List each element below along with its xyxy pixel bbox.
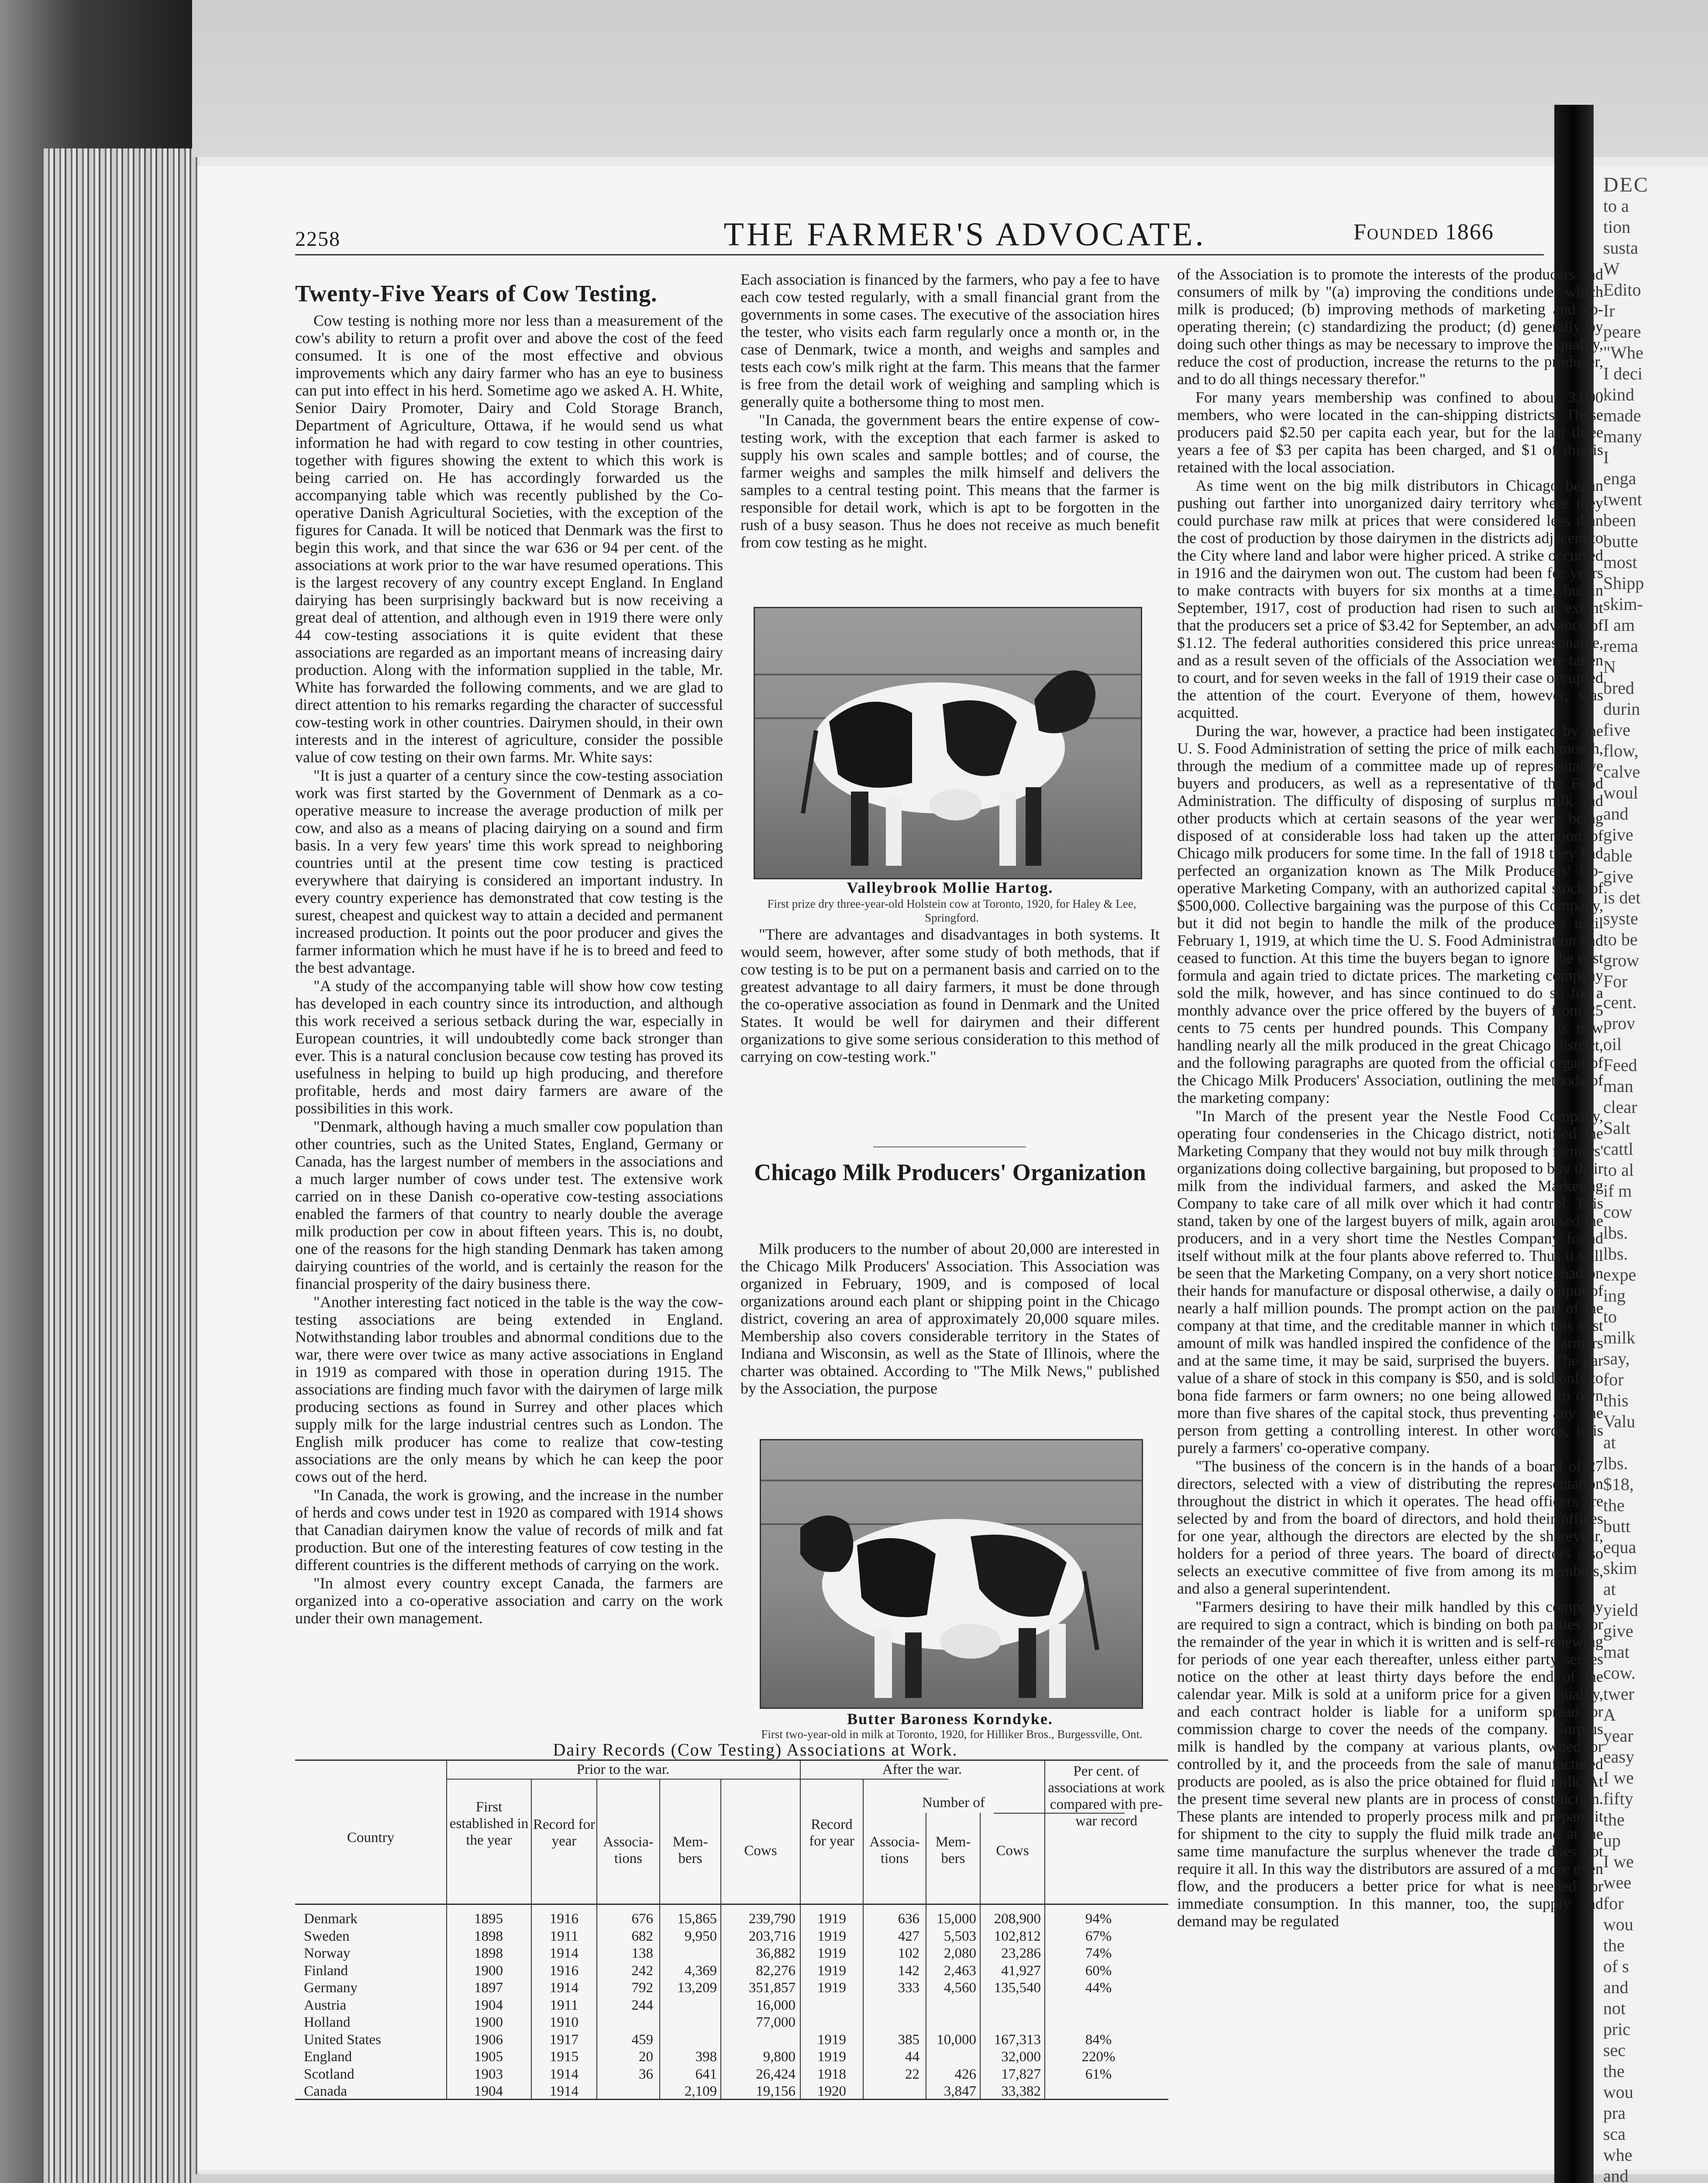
table-cell: 36,882 [756,1945,795,1961]
table-cell: 1900 [474,2014,503,2030]
table-cell: 1906 [474,2031,503,2048]
next-page-text-fragment: made [1603,406,1641,425]
table-cell: 13,209 [677,1980,717,1996]
table-cell: 82,276 [756,1963,795,1979]
next-page-text-fragment: skim- [1603,594,1643,614]
table-cell: 32,000 [1001,2049,1041,2065]
table-cell: 385 [898,2031,919,2048]
table-cell: 676 [631,1911,653,1927]
next-page-text-fragment: five [1603,720,1631,740]
table-cell: 1919 [817,1945,846,1961]
next-page-text-fragment: say, [1603,1349,1630,1368]
next-page-text-fragment: to al [1603,1160,1634,1180]
paragraph: "There are advantages and disadvantages in both systems. It would seem, however, after some study of both methods, that if cow testing is to be put on a permanent basis and carried on to the greatest advantage to all dairy farmers, it must be done through the co-operative association as found in Denmark and the United States. It would be well for dairymen and their different organizations to give some serious consideration to this method of carrying on cow-testing work." [740,926,1160,1065]
table-cell: 17,827 [1001,2066,1041,2082]
table-title: Dairy Records (Cow Testing) Associations at Work. [553,1740,958,1759]
table-cell: 2,463 [944,1963,976,1979]
table-cell: 1919 [817,2031,846,2048]
table-cell-country: Sweden [304,1928,350,1944]
table-group-header: Prior to the war. [576,1762,670,1777]
table-rule [1044,1759,1045,2100]
next-page-text-fragment: twent [1603,489,1642,509]
next-page-text-fragment: rema [1603,636,1638,656]
table-cell: 138 [631,1945,653,1961]
next-page-text-fragment: bred [1603,678,1635,698]
next-page-text-fragment: up [1603,1831,1621,1850]
paragraph: "In almost every country except Canada, the farmers are organized into a co-operative association and carry on the work under their own management. [295,1574,723,1627]
book-page-edges [44,148,201,2183]
next-page-text-fragment: A [1603,1705,1616,1725]
table-cell: 1897 [474,1980,503,1996]
paragraph: During the war, however, a practice had been instigated by the U. S. Food Administration of setting the price of milk each month, through the medium of a committee made up of representative buyers and producers, as well as a representative of the Food Administration. The difficulty of disposing of surplus milk and other products which at certain seasons of the year were being disposed of at considerable loss had taken up the attention of Chicago milk producers for some time. In the fall of 1918 they had perfected an organization known as The Milk Producers' Co-operative Marketing Company, with an authorized capital stock of $500,000. Collective bargaining was the purpose of this Company, but it did not begin to handle the milk of the producers until February 1, 1919, at which time the U. S. Food Administration had ceased to function. At this time the buyers began to ignore the cost formula and again tried to dictate prices. The marketing company sold the milk, however, and has since continued to do so for a monthly advance over the price offered by the buyers of from 25 cents to 75 cents per hundred pounds. This Company is now handling nearly all the milk produced in the great Chicago district, and the following paragraphs are quoted from the official organ of the Chicago Milk Producers' Association, outlining the methods of the marketing company: [1177,722,1603,1106]
paragraph: "The business of the concern is in the hands of a board of 27 directors, selected with a view of distributing the representation throughout the district in which it operates. The head officers are selected by and from the board of directors, and hold their offices for one year, although the directors are elected by the shareyear, holders for a period of three years. The board of directors also selects an executive committee of five from among its members, and also a general superintendent. [1177,1457,1603,1597]
next-page-text-fragment: W [1603,259,1620,279]
table-rule [295,1759,1168,1761]
article-title: Twenty-Five Years of Cow Testing. [295,280,658,306]
next-page-text-fragment: twer [1603,1684,1635,1704]
paragraph: "It is just a quarter of a century since the cow-testing association work was first started by the Government of Denmark as a co-operative measure to increase the average production of milk per cow, and also as a means of placing dairying on a sound and firm basis. In a very few years' time this work spread to neighboring countries until at the present time cow testing is practiced everywhere that dairying is considered an important industry. In every country experience has demonstrated that cow testing is the surest, cheapest and quickest way to attain a decided and permanent increased production. It points out the poor producer and gives the farmer information which he must have if he is to breed and feed to the best advantage. [295,767,723,976]
table-cell: 3,847 [944,2083,976,2099]
next-page-text-fragment: prov [1603,1013,1636,1033]
paragraph: Cow testing is nothing more nor less than a measurement of the cow's ability to return a profit over and above the cost of the feed consumed. It is one of the most effective and obvious improvements which any dairy farmer who has an eye to business can put into effect in his herd. Sometime ago we asked A. H. White, Senior Dairy Promoter, Dairy and Cold Storage Branch, Department of Agriculture, Ottawa, if he would send us what information he had with regard to cow testing in other countries, together with figures showing the extent to which this work is being carried on. He has accordingly forwarded us the accompanying table which was recently published by the Co-operative Danish Agricultural Societies, with the exception of the figures for Canada. It will be noticed that Denmark was the first to begin this work, and that since the war 636 or 94 per cent. of the associations at work prior to the war have resumed operations. This is the largest recovery of any country except England. In England dairying has been surprisingly backward but is now receiving a great deal of attention, and although even in 1919 there were only 44 cow-testing associations it is quite evident that these associations are regarded as an important means of increasing dairy production. Along with the information supplied in the table, Mr. White has forwarded the following comments, and we are glad to direct attention to his remarks regarding the character of successful cow-testing work in other countries. Dairymen should, in their own interests and in the interest of agriculture, consider the possible value of cow testing on their own farms. Mr. White says: [295,312,723,766]
column-middle-low [740,1240,1160,1441]
paragraph: "Denmark, although having a much smaller cow population than other countries, such as the United States, England, Germany or Canada, has the largest number of members in the associations and a much larger number of cows under test. The extensive work carried on in these Danish co-operative cow-testing associations enabled the farmers of that country to nearly double the average milk production per cow in about fifteen years. This is, no doubt, one of the reasons for the high standing Denmark has taken among dairying countries of the world, and is certainly the reason for the financial prosperity of the dairy business there. [295,1118,723,1292]
next-page-text-fragment: many [1603,427,1642,446]
next-page-text-fragment: not [1603,1998,1626,2018]
next-page-text-fragment: ing [1603,1286,1626,1305]
next-page-text-fragment: lbs. [1603,1453,1628,1473]
table-cell: 26,424 [756,2066,795,2082]
table-cell: 16,000 [756,1997,795,2013]
scan-background-bottom [192,2174,1708,2183]
next-page-text-fragment: tion [1603,217,1631,237]
next-page-text-fragment: I we [1603,1768,1634,1787]
table-cell-country: Austria [304,1997,347,2013]
next-page-text-fragment: wou [1603,1914,1633,1934]
table-cell: 1915 [550,2049,579,2065]
next-page-text-fragment: syste [1603,909,1638,928]
column-header: Cows [744,1843,777,1859]
table-cell: 1919 [817,1928,846,1944]
paragraph: "In Canada, the work is growing, and the increase in the number of herds and cows under test in 1920 as compared with 1914 shows that Canadian dairymen know the value of records of milk and fat production. But one of the interesting features of cow testing in the different countries is the different methods of carrying on the work. [295,1486,723,1574]
next-page-text-fragment: wee [1603,1873,1632,1892]
next-page-text-fragment: and [1603,1977,1629,1997]
column-header: First established in the year [449,1799,529,1848]
next-page-text-fragment: sec [1603,2040,1626,2060]
next-page-text-fragment: N [1603,657,1616,677]
table-cell: 77,000 [756,2014,795,2030]
table-cell: 60% [1085,1963,1112,1979]
table-cell: 1917 [550,2031,579,2048]
table-cell: 67% [1085,1928,1112,1944]
table-cell: 1895 [474,1911,503,1927]
table-cell: 167,313 [994,2031,1041,2048]
next-page-text-fragment: Salt [1603,1118,1631,1138]
table-cell: 94% [1085,1911,1112,1927]
table-cell-country: Finland [304,1963,348,1979]
next-page-text-fragment: yield [1603,1600,1638,1620]
table-rule [720,1779,721,2100]
table-cell-country: Canada [304,2083,347,2099]
table-cell: 398 [695,2049,717,2065]
next-page-text-fragment: most [1603,552,1637,572]
table-cell: 641 [695,2066,717,2082]
table-cell: 1914 [550,1945,579,1961]
table-cell: 220% [1081,2049,1116,2065]
next-page-text-fragment: durin [1603,699,1640,719]
table-cell: 1904 [474,2083,503,2099]
next-page-text-fragment: whe [1603,2145,1632,2165]
table-cell-country: Holland [304,2014,351,2030]
table-cell: 2,080 [944,1945,976,1961]
next-page-text-fragment: pric [1603,2019,1631,2039]
page-number: 2258 [295,227,341,251]
table-cell: 10,000 [937,2031,976,2048]
next-page-text-fragment: butt [1603,1516,1631,1536]
next-page-text-fragment: susta [1603,238,1638,258]
next-page-text-fragment: give [1603,867,1633,886]
paragraph: As time went on the big milk distributors in Chicago began pushing out farther into unorganized dairy territory where they could purchase raw milk at prices that were considered less than the cost of production by those dairymen in the districts adjacent to the City where land and labor were higher priced. A strike occurred in 1916 and the dairymen won out. The custom had been for years to make contracts with buyers for six months at a time, but in September, 1917, cost of production had risen to such an extent that the producers set a price of $3.42 for September, an advance of $1.12. The federal authorities considered this price unreasonable, and as a result seven of the officials of the Association were taken to court, and for seven weeks in the fall of 1919 their case occupied the attention of the court. Everyone of them, however, was acquitted. [1177,477,1603,721]
next-page-text-fragment: for [1603,1370,1624,1389]
table-cell: 142 [898,1963,919,1979]
table-cell: 636 [898,1911,919,1927]
table-cell-country: England [304,2049,352,2065]
next-page-text-fragment: give [1603,825,1633,844]
section-title: Chicago Milk Producers' Organization [754,1159,1146,1185]
next-page-text-fragment: I am [1603,615,1635,635]
next-page-text-fragment: the [1603,1935,1625,1955]
next-page-text-fragment: been [1603,510,1636,530]
table-cell: 84% [1085,2031,1112,2048]
table-cell: 102 [898,1945,919,1961]
table-rule [446,1779,948,1780]
next-page-text-fragment: for [1603,1894,1624,1913]
table-cell: 5,503 [944,1928,976,1944]
table-cell: 2,109 [684,2083,717,2099]
paragraph: For many years membership was confined to about 3,000 members, who were located in the can-shipping districts. These producers paid $2.50 per capita each year, but for the last three years a fee of $3 per capita has been charged, and $1 of this is retained with the local association. [1177,389,1603,476]
next-page-text-fragment: the [1603,2061,1625,2081]
table-cell: 239,790 [748,1911,795,1927]
next-page-text-fragment: at [1603,1432,1616,1452]
next-page-text-fragment: and [1603,804,1629,823]
cow-photo-2 [760,1439,1143,1709]
table-cell: 4,560 [944,1980,976,1996]
next-page-text-fragment: grow [1603,950,1639,970]
next-page-text-fragment: to [1603,1307,1617,1326]
table-cell: 208,900 [994,1911,1041,1927]
next-page-text-fragment: woul [1603,783,1638,802]
paragraph: "In March of the present year the Nestle Food Company, operating four condenseries in the Chicago district, notified the Marketing Company that they would not buy milk through farmers' organizations doing collective bargaining, but proposed to buy their milk from the individual farmers, and asked the Marketing Company to take care of all milk over which it had control. This stand, taken by one of the largest buyers of milk, again aroused the producers, and in a very short time the Nestles Company found itself without milk at the four plants above referred to. Thus it will be seen that the Marketing Company, on a very short notice, had on their hands for manufacture or disposal otherwise, a daily output of nearly a half million pounds. The prompt action on the part of the company at that time, and the creditable manner in which this vast amount of milk was handled inspired the confidence of the farmers and at the same time, it may be said, surprised the buyers. The par value of a share of stock in this company is $50, and is sold only to bona fide farmers or farm owners; no one being allowed to own more than five shares of the capital stock, thus preventing any one person from getting a controlling interest. In other words, it is purely a farmers' co-operative company. [1177,1107,1603,1456]
table-cell: 9,800 [763,2049,795,2065]
next-page-text-fragment: expe [1603,1265,1636,1284]
column-header: Cows [996,1843,1029,1859]
table-cell: 1898 [474,1945,503,1961]
table-cell: 427 [898,1928,919,1944]
table-cell: 1916 [550,1911,579,1927]
table-cell: 22 [905,2066,919,2082]
table-cell: 23,286 [1001,1945,1041,1961]
table-cell: 1911 [550,1997,579,2013]
next-page-text-fragment: able [1603,846,1632,865]
table-cell: 44 [905,2049,919,2065]
paragraph: Each association is financed by the farmers, who pay a fee to have each cow tested regularly, with a small financial grant from the governments in some cases. The executive of the association hires the tester, who visits each farm regularly once a month or, in the case of Denmark, twice a month, and weighs and samples and tests each cow's milk right at the farm. This means that the farmer is free from the detail work of weighing and sampling which is generally quite a bothersome thing to most men. [740,271,1160,410]
table-cell: 1898 [474,1928,503,1944]
table-rule [659,1779,660,2100]
table-cell: 33,382 [1001,2083,1041,2099]
table-rule [980,1813,981,2100]
next-page-text-fragment: Edito [1603,280,1641,300]
paragraph: "A study of the accompanying table will show how cow testing has developed in each country since its introduction, and although this work received a serious setback during the war, especially in European countries, it will undoubtedly come back stronger than ever. This is a natural conclusion because cow testing has proved its usefulness in helping to build up high producing, and therefore profitable, herds and most dairy farmers are aware of the possibilities in this work. [295,977,723,1117]
table-cell: 1919 [817,1963,846,1979]
photo-caption-text: First two-year-old in milk at Toronto, 1920, for Hilliker Bros., Burgessville, Ont. [761,1728,1143,1741]
table-rule [596,1779,597,2100]
next-page-text-fragment: mat [1603,1642,1629,1662]
next-page-fragment [1594,166,1708,2183]
next-page-text-fragment: year [1603,1726,1633,1746]
table-cell: 36 [639,2066,653,2082]
table-cell: 15,865 [677,1911,717,1927]
next-page-text-fragment: Feed [1603,1055,1637,1075]
next-page-text-fragment: enga [1603,468,1636,488]
table-cell: 351,857 [748,1980,795,1996]
table-cell: 1905 [474,2049,503,2065]
table-cell-country: Scotland [304,2066,355,2082]
table-cell: 1920 [817,2083,846,2099]
next-page-text-fragment: oil [1603,1034,1622,1054]
next-page-text-fragment: milk [1603,1328,1636,1347]
paragraph: Milk producers to the number of about 20,000 are interested in the Chicago Milk Producers' Association. This Association was organized in February, 1909, and is composed of local organizations around each plant or shipping point in the Chicago district, covering an area of approximately 20,000 square miles. Membership also covers considerable territory in the States of Indiana and Wisconsin, as well as the State of Illinois, where the charter was obtained. According to "The Milk News," published by the Association, the purpose [740,1240,1160,1397]
table-cell: 1916 [550,1963,579,1979]
table-cell: 459 [631,2031,653,2048]
column-middle-top [740,271,1160,607]
next-page-text-fragment: at [1603,1579,1616,1599]
column-header: Associa- tions [869,1834,920,1866]
table-cell: 4,369 [684,1963,717,1979]
table-rule [446,1759,447,2100]
next-page-text-fragment: lbs. [1603,1223,1628,1243]
table-cell: 1919 [817,1980,846,1996]
column-header: Record for year [809,1817,854,1849]
next-page-text-fragment: butte [1603,531,1638,551]
next-page-text-fragment: equa [1603,1537,1636,1557]
next-page-text-fragment: cent. [1603,992,1637,1012]
next-page-text-fragment: clear [1603,1097,1637,1117]
next-page-text-fragment: skim [1603,1558,1637,1578]
photo-caption-title: Butter Baroness Korndyke. [847,1710,1053,1728]
table-cell: 1914 [550,2083,579,2099]
next-page-text-fragment: sca [1603,2124,1626,2144]
table-cell: 333 [898,1980,919,1996]
next-page-text-fragment: and [1603,2166,1629,2183]
table-rule [531,1779,532,2100]
table-cell: 1904 [474,1997,503,2013]
next-page-text-fragment: pra [1603,2103,1626,2123]
column-header: Country [347,1830,395,1846]
next-page-text-fragment: lbs. [1603,1244,1628,1264]
dairy-records-table [295,1759,1168,2100]
next-page-text-fragment: Valu [1603,1412,1636,1431]
table-cell-country: Germany [304,1980,358,1996]
table-cell-country: Norway [304,1945,351,1961]
header-rule [295,254,1544,255]
column-header: Associa- tions [603,1834,654,1866]
table-cell: 9,950 [684,1928,717,1944]
table-cell: 682 [631,1928,653,1944]
table-cell-country: Denmark [304,1911,358,1927]
table-cell: 135,540 [994,1980,1041,1996]
table-cell: 19,156 [756,2083,795,2099]
next-page-text-fragment: cow [1603,1202,1632,1222]
photo-caption-title: Valleybrook Mollie Hartog. [847,879,1054,896]
next-page-text-fragment: "Whe [1603,343,1643,362]
founded-line: Founded 1866 [1353,220,1494,244]
next-page-text-fragment: Shipp [1603,573,1644,593]
next-page-text-fragment: this [1603,1391,1629,1410]
column-right [1177,265,1603,2130]
column-middle-mid [740,926,1160,1135]
next-page-text-fragment: I deci [1603,364,1643,383]
table-cell: 244 [631,1997,653,2013]
next-page-text-fragment: $18, [1603,1474,1634,1494]
table-group-header: Number of [922,1795,985,1811]
next-page-text-fragment: calve [1603,762,1640,782]
holstein-cow-illustration [755,608,1141,878]
next-page-text-fragment: if m [1603,1181,1632,1201]
next-page-text-fragment: I [1603,448,1609,467]
column-header: Mem- bers [672,1834,708,1866]
column-left [295,279,723,1745]
table-cell: 102,812 [994,1928,1041,1944]
table-cell: 1914 [550,1980,579,1996]
paragraph: "Another interesting fact noticed in the table is the way the cow-testing associations are being extended in England. Notwithstanding labor troubles and abnormal conditions due to the war, there were over twice as many active associations in England in 1919 as compared with those in operation during 1915. The associations are finding much favor with the dairymen of large milk producing sections as found in Surrey and other places which supply milk for the large industrial centres such as London. The English milk producer has come to realize that cow-testing associations are the only means by which he can keep the poor cows out of the herd. [295,1293,723,1485]
next-page-text-fragment: fifty [1603,1789,1633,1808]
next-page-text-fragment: easy [1603,1747,1635,1766]
paragraph: of the Association is to promote the interests of the producers and consumers of milk by "(a) improving the conditions under which milk is produced; (b) improving methods of marketing and co-operating therein; (c) standardizing the product; (d) generally by doing such other things as may be necessary to improve the quality, reduce the cost of production, increase the returns to the producer, and to do all things necessary therefor." [1177,265,1603,388]
table-cell: 1911 [550,1928,579,1944]
next-page-text-fragment: to be [1603,930,1638,949]
table-cell: 1910 [550,2014,579,2030]
next-page-text-fragment: of s [1603,1956,1629,1976]
table-cell: 792 [631,1980,653,1996]
table-cell-country: United States [304,2031,381,2048]
table-cell: 1914 [550,2066,579,2082]
next-page-text-fragment: DEC [1603,173,1649,196]
next-page-text-fragment: cow. [1603,1663,1636,1683]
scan-background-top [192,0,1708,157]
next-page-text-fragment: wou [1603,2082,1633,2102]
next-page-text-fragment: man [1603,1076,1633,1096]
column-header: Per cent. of associations at work compared with pre-war record [1048,1763,1165,1829]
column-header: Mem- bers [935,1834,971,1866]
holstein-cow-illustration [761,1440,1142,1708]
next-page-text-fragment: give [1603,1621,1633,1641]
paragraph: "Farmers desiring to have their milk handled by this company are required to sign a contract, which is binding on both parties for the remainder of the year in which it is written and is self-renewing for periods of one year each thereafter, unless either party serves notice on the other at least thirty days before the end of the calendar year. Milk is sold at a uniform price for a given quality, and each contract holder is liable for a uniform spread or commission charge to cover the needs of the company. Surplus milk is handled by the company at various plants, owned or controlled by it, and the proceeds from the sale of manufactured products are pooled, as is also the price obtained for fluid milk. At the present time several new plants are in process of construction. These plants are intended to properly process milk and prepare it for shipment to the city to supply the fluid milk trade and at the same time manufacture the surplus whenever the trade does not require it all. In this way the distributors are assured of a more even flow, and the producers a better price for what is needed for immediate consumption. In this manner, too, the supply and demand may be regulated [1177,1598,1603,1930]
next-page-text-fragment: For [1603,971,1628,991]
table-rule [863,1779,864,2100]
table-cell: 44% [1085,1980,1112,1996]
next-page-text-fragment: peare [1603,322,1641,341]
next-page-text-fragment: cattl [1603,1139,1633,1159]
photo-caption-text: First prize dry three-year-old Holstein cow at Toronto, 1920, for Haley & Lee, Springford. [767,897,1136,924]
table-rule [295,1904,1168,1905]
table-cell: 242 [631,1963,653,1979]
table-group-header: After the war. [882,1762,962,1777]
next-page-text-fragment: I we [1603,1852,1634,1871]
table-cell: 1903 [474,2066,503,2082]
next-page-text-fragment: the [1603,1810,1625,1829]
next-page-text-fragment: the [1603,1495,1625,1515]
table-cell: 426 [954,2066,976,2082]
table-cell: 1918 [817,2066,846,2082]
table-cell: 1919 [817,1911,846,1927]
table-cell: 15,000 [937,1911,976,1927]
table-cell: 41,927 [1001,1963,1041,1979]
table-cell: 203,716 [748,1928,795,1944]
cow-photo-1 [754,607,1142,879]
table-cell: 61% [1085,2066,1112,2082]
masthead: THE FARMER'S ADVOCATE. [723,216,1206,253]
table-rule [800,1759,801,2100]
next-page-text-fragment: is det [1603,888,1641,907]
next-page-text-fragment: Ir [1603,301,1615,320]
table-cell: 20 [639,2049,653,2065]
next-page-text-fragment: to a [1603,196,1629,216]
column-header: Record for year [533,1817,596,1849]
paragraph: "In Canada, the government bears the entire expense of cow-testing work, with the exception that each farmer is asked to supply his own scales and sample bottles; and of course, the farmer weighs and samples the milk himself and delivers the samples to a central testing point. This means that the farmer is responsible for detail work, which is apt to be forgotten in the rush of a busy season. Thus he does not receive as much benefit from cow testing as he might. [740,411,1160,551]
table-cell: 74% [1085,1945,1112,1961]
table-cell: 1919 [817,2049,846,2065]
next-page-text-fragment: flow, [1603,741,1639,761]
next-page-text-fragment: kind [1603,385,1635,404]
table-cell: 1900 [474,1963,503,1979]
